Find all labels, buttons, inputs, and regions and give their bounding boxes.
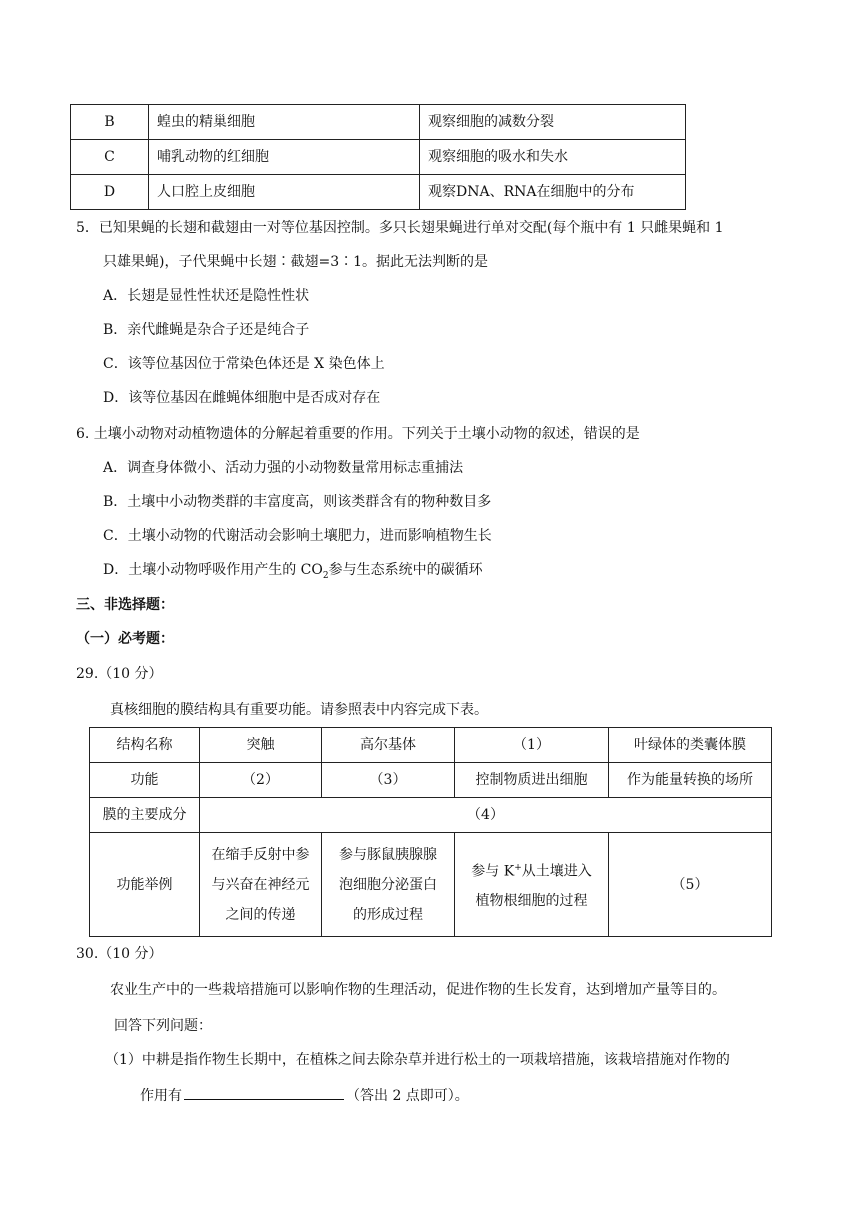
table-cell: 参与豚鼠胰腺腺 泡细胞分泌蛋白 的形成过程 (322, 833, 455, 937)
table-row (90, 833, 772, 937)
q30-intro: 农业生产中的一些栽培措施可以影响作物的生理活动，促进作物的生长发育，达到增加产量等目的。 (110, 982, 726, 998)
q30-prompt: 回答下列问题： (114, 1018, 212, 1034)
section-heading: 三、非选择题： (76, 597, 174, 613)
q30-sub1-line2: 作用有 （答出 2 点即可）。 (140, 1088, 469, 1104)
q6-stem: 6. 土壤小动物对动植物遗体的分解起着重要的作用。下列关于土壤小动物的叙述，错误的是 (76, 426, 640, 442)
table-cell: 功能举例 (90, 833, 200, 937)
table-cell: （2） (200, 763, 322, 798)
table-cell: 作为能量转换的场所 (609, 763, 772, 798)
table-cell: （4） (200, 798, 772, 833)
header-cell: （1） (455, 728, 609, 763)
table-cell: 参与 K+从土壤进入 植物根细胞的过程 (455, 833, 609, 937)
q5-option-b: B．亲代雌蝇是杂合子还是纯合子 (103, 322, 310, 338)
table-cell: （5） (609, 833, 772, 937)
table-cell: 膜的主要成分 (90, 798, 200, 833)
q5-stem-line2: 只雄果蝇)，子代果蝇中长翅∶截翅=3∶1。据此无法判断的是 (103, 254, 489, 270)
q5-stem-line1: 5．已知果蝇的长翅和截翅由一对等位基因控制。多只长翅果蝇进行单对交配(每个瓶中有 1 只雌果蝇和 1 (76, 220, 724, 236)
table-cell: （3） (322, 763, 455, 798)
table-cell: 控制物质进出细胞 (455, 763, 609, 798)
header-cell: 突触 (200, 728, 322, 763)
material-cell: 人口腔上皮细胞 (149, 175, 420, 210)
q30-sub1-line1: （1）中耕是指作物生长期中，在植株之间去除杂草并进行松土的一项栽培措施，该栽培措施对作物的 (105, 1052, 730, 1068)
table-row (90, 763, 772, 798)
q5-option-c: C．该等位基因位于常染色体还是 X 染色体上 (103, 356, 385, 372)
q6-option-c: C．土壤小动物的代谢活动会影响土壤肥力，进而影响植物生长 (103, 528, 492, 544)
header-cell: 高尔基体 (322, 728, 455, 763)
q6-option-d: D．土壤小动物呼吸作用产生的 $CO_2$参与生态系统中的碳循环 (103, 562, 483, 581)
purpose-cell: 观察细胞的减数分裂 (420, 105, 686, 140)
table-cell: 在缩手反射中参 与兴奋在神经元 之间的传递 (200, 833, 322, 937)
q5-option-d: D．该等位基因在雌蝇体细胞中是否成对存在 (103, 390, 381, 406)
table-row (90, 728, 772, 763)
table-row (71, 140, 686, 175)
header-cell: 叶绿体的类囊体膜 (609, 728, 772, 763)
q29-intro: 真核细胞的膜结构具有重要功能。请参照表中内容完成下表。 (110, 702, 488, 718)
row-label: D (71, 175, 149, 210)
table-row (71, 175, 686, 210)
header-cell: 结构名称 (90, 728, 200, 763)
answer-blank[interactable] (184, 1087, 344, 1100)
row-label: B (71, 105, 149, 140)
experiment-table (70, 104, 686, 210)
q6-option-a: A．调查身体微小、活动力强的小动物数量常用标志重捕法 (103, 460, 464, 476)
material-cell: 哺乳动物的红细胞 (149, 140, 420, 175)
table-cell: 功能 (90, 763, 200, 798)
subsection-heading: （一）必考题： (76, 631, 174, 647)
q6-option-b: B．土壤中小动物类群的丰富度高，则该类群含有的物种数目多 (103, 494, 492, 510)
q5-option-a: A．长翅是显性性状还是隐性性状 (103, 288, 310, 304)
row-label: C (71, 140, 149, 175)
purpose-cell: 观察DNA、RNA在细胞中的分布 (420, 175, 686, 210)
table-row (90, 798, 772, 833)
purpose-cell: 观察细胞的吸水和失水 (420, 140, 686, 175)
q29-heading: 29.（10 分） (76, 666, 163, 682)
membrane-table (89, 727, 772, 937)
table-row (71, 105, 686, 140)
material-cell: 蝗虫的精巢细胞 (149, 105, 420, 140)
q30-heading: 30.（10 分） (76, 946, 163, 962)
